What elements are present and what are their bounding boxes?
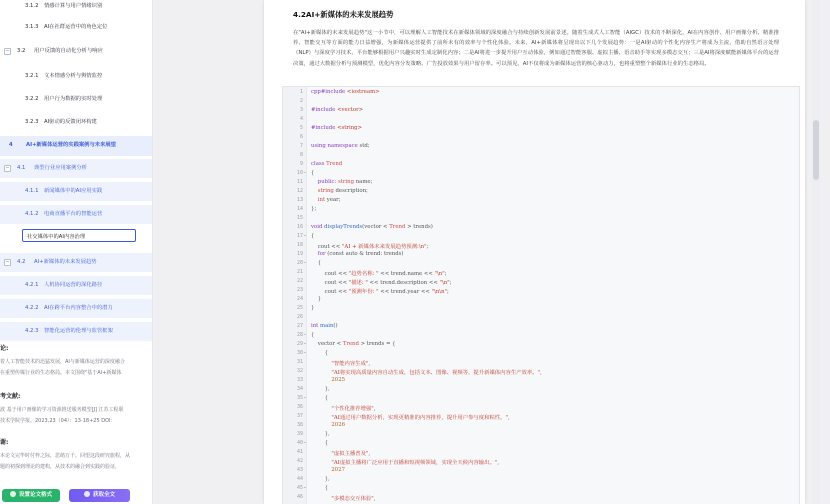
code-line <box>311 494 375 502</box>
line-number: 4 <box>299 116 303 122</box>
code-token <box>311 451 331 457</box>
code-line <box>311 125 362 131</box>
code-line <box>311 305 314 311</box>
line-number: 46 <box>296 494 303 500</box>
outline-edit-input[interactable] <box>22 229 136 242</box>
outline-item-label: AI在跨平台内容整合中的潜力 <box>44 305 113 311</box>
line-number: 26 <box>296 314 303 320</box>
code-token: #include <box>311 107 338 113</box>
code-line <box>311 323 338 329</box>
line-number: 20 <box>296 260 303 266</box>
line-number: 18 <box>296 242 303 248</box>
line-number: 34 <box>296 386 303 392</box>
format-paper-button[interactable] <box>2 489 60 502</box>
code-token: { <box>311 170 315 176</box>
code-token: , <box>540 370 542 376</box>
outline-item-number: 4.1.1 <box>25 188 39 194</box>
line-number: 36 <box>296 404 303 410</box>
line-number: 42 <box>296 458 303 464</box>
code-token: "描述: " <box>348 280 368 286</box>
code-token: << trend.year << <box>378 289 432 295</box>
code-token: , <box>368 451 371 457</box>
code-token: 2025 <box>331 377 345 383</box>
line-number: 3 <box>299 107 303 113</box>
code-token: year; <box>326 197 341 203</box>
code-token: { <box>311 350 328 356</box>
outline-item-4-1[interactable] <box>0 159 153 178</box>
line-number: 33 <box>296 377 303 383</box>
code-token: { <box>311 395 328 401</box>
line-number: 6 <box>299 134 303 140</box>
code-line <box>311 296 321 302</box>
code-token: cout << <box>311 289 349 295</box>
outline-item-number: 4.1.2 <box>25 211 39 217</box>
line-number: 12 <box>296 188 303 194</box>
code-token: std; <box>359 143 370 149</box>
code-token: void <box>311 224 325 230</box>
code-token: { <box>311 440 328 446</box>
code-token: using namespace <box>311 143 360 149</box>
outline-item-4-2-2[interactable] <box>0 299 153 318</box>
code-token: "多模态交互体验" <box>331 496 374 502</box>
code-line <box>311 413 510 421</box>
line-number: 29 <box>296 341 303 347</box>
outline-item-3-2-1[interactable] <box>0 67 153 86</box>
fold-chevron-icon[interactable]: ⌄ <box>303 395 307 400</box>
code-token: "\n" <box>434 271 445 277</box>
outline-item-label: 电商直播平台的智能运营 <box>44 211 103 217</box>
line-number: 5 <box>299 125 303 131</box>
get-fulltext-button[interactable] <box>69 489 130 502</box>
code-token <box>311 496 331 502</box>
line-number: 37 <box>296 413 303 419</box>
outline-item-label: AI+新媒体运营的实践案例与未来展望 <box>26 142 116 148</box>
code-token: ; <box>447 289 449 295</box>
code-token: }; <box>311 206 317 212</box>
outline-item-number: 4.2.3 <box>25 328 39 334</box>
code-line <box>311 404 375 412</box>
outline-item-number: 3.2.2 <box>25 96 39 102</box>
code-line <box>311 386 330 392</box>
code-line <box>311 269 447 277</box>
code-token: }, <box>311 476 330 482</box>
code-token: int <box>317 197 327 203</box>
outline-item-4-1-2[interactable] <box>0 205 153 224</box>
format-paper-label: 设置论文格式 <box>18 492 52 498</box>
code-token: { <box>311 260 322 266</box>
code-token: , <box>373 406 376 412</box>
download-icon <box>84 491 90 497</box>
code-line <box>311 287 449 295</box>
line-number: 2 <box>299 98 303 104</box>
code-token: #include <box>311 125 338 131</box>
code-token: << trend.name << <box>378 271 435 277</box>
fold-chevron-icon[interactable]: ⌄ <box>303 170 307 175</box>
snippet-line: 技术学院学报。2023,23（04）：13-18+25 DOI： <box>0 418 116 424</box>
collapse-toggle-icon[interactable]: − <box>5 165 10 171</box>
code-line <box>311 458 499 466</box>
snippet-heading: 论: <box>0 345 9 352</box>
section-paragraph: 在"AI+新媒体的未来发展趋势"这一小节中，可以理解人工智能技术在新媒体领域的深度融合与持续创新发展前景述。随着生成式人工智能（AIGC）技术的不断深化，AI在内容创作、用户画像分析、精准推荐、智能交互等方面的能力日益增强，为新媒体运营提供了前所未有的效率与个性化体验。未来，AI+新媒体将呈现出以下几个发展趋势：一是AI驱动的个性化内容生产将成为主流，借助自然语言处理（NLP）与深度学习技术，平台能够根据用户兴趣实时生成定制化内容；二是AI将进一步提升用户互动体验，例如通过智能客服、虚拟主播、语音助手等实现多模态交互；三是AI将深度赋能新媒体平台的运营决策，通过大数据分析与预测模型，优化内容分发策略、广告投放效果与用户留存率。可以预见，AI不仅将成为新媒体运营的核心驱动力，也将重塑整个新媒体行业的生态格局。 <box>293 30 779 67</box>
code-line <box>311 251 404 257</box>
snippet-heading: 谢: <box>0 439 9 446</box>
code-line <box>311 431 330 437</box>
code-token: }, <box>311 431 330 437</box>
outline-item-number: 4.1 <box>17 165 26 171</box>
code-token: , <box>507 415 510 421</box>
code-line <box>311 359 370 367</box>
code-token: (vector < <box>362 224 390 230</box>
code-token: class <box>311 161 327 167</box>
code-token: } <box>311 305 315 311</box>
outline-item-3-2[interactable] <box>0 42 153 61</box>
code-token <box>311 377 331 383</box>
line-number: 1 <box>299 89 303 95</box>
code-token <box>311 188 318 194</box>
code-line <box>311 242 428 250</box>
line-number: 19 <box>296 251 303 257</box>
line-number: 30 <box>296 350 303 356</box>
code-token: "趋势名称: " <box>348 271 379 277</box>
code-token <box>311 251 318 257</box>
snippet-line: 波 基于用户画像的学习资源推送服务模型[J] 江苏工程职 <box>0 407 124 413</box>
outline-item-number: 4 <box>9 142 13 148</box>
code-token: "\n\n" <box>431 289 448 295</box>
code-token <box>311 370 331 376</box>
code-token: () <box>333 323 338 329</box>
code-token: cout << <box>311 271 349 277</box>
line-number: 7 <box>299 143 303 149</box>
code-line <box>311 422 345 428</box>
outline-item-4-2[interactable] <box>0 253 153 272</box>
code-token: > trends) <box>405 224 433 230</box>
code-token: ; <box>449 280 452 286</box>
outline-item-label: 情感计算与用户情绪识别 <box>44 3 103 9</box>
line-number: 11 <box>296 179 303 185</box>
code-token: vector < <box>311 341 343 347</box>
code-token: <iostream> <box>346 89 380 95</box>
line-number: 25 <box>296 305 303 311</box>
code-line <box>311 170 314 176</box>
line-number: 28 <box>296 332 303 338</box>
code-token <box>311 460 331 466</box>
snippet-line: 在重塑传媒行业的生态格局。本文围绕"基于AI+新媒体 <box>0 370 122 376</box>
code-line <box>311 278 452 286</box>
fold-chevron-icon[interactable]: ⌄ <box>303 485 307 490</box>
fold-chevron-icon[interactable]: ⌄ <box>303 260 307 265</box>
code-token: , <box>373 496 376 502</box>
code-line <box>311 449 370 457</box>
code-token: name; <box>355 179 373 185</box>
code-token: description; <box>335 188 368 194</box>
code-token: public: <box>317 179 338 185</box>
line-number: 35 <box>296 395 303 401</box>
outline-item-number: 4.2.1 <box>25 282 39 288</box>
code-token: ; <box>426 244 429 250</box>
line-number: 10 <box>296 170 303 176</box>
code-line <box>311 224 433 230</box>
page-scrollbar-thumb[interactable] <box>813 120 819 180</box>
code-token <box>311 197 318 203</box>
line-number: 21 <box>296 269 303 275</box>
outline-sidebar <box>0 0 153 504</box>
code-token: cout << <box>311 244 342 250</box>
line-number: 32 <box>296 368 303 374</box>
outline-item-3-1-2[interactable] <box>0 0 153 16</box>
code-token: "AI将实现高质量内容自动生成，包括文本、图像、视频等，提升新媒体内容生产效率。" <box>331 370 540 376</box>
code-token <box>311 361 331 367</box>
fold-chevron-icon[interactable]: ⌄ <box>303 233 307 238</box>
get-fulltext-label: 获取全文 <box>92 492 115 498</box>
code-token: }, <box>311 386 330 392</box>
section-title: 4.2AI+新媒体的未来发展趋势 <box>293 10 394 19</box>
line-number: 39 <box>296 431 303 437</box>
code-line <box>311 89 380 95</box>
code-token: "\n" <box>439 280 450 286</box>
outline-item-label: 新闻媒体中的AI应用实践 <box>44 188 103 194</box>
settings-icon <box>10 491 16 497</box>
code-line <box>311 395 328 401</box>
code-token: <string> <box>337 125 363 131</box>
code-token: cpp#include <box>311 89 347 95</box>
code-token: "预测年份: " <box>348 289 379 295</box>
code-token: string <box>338 179 356 185</box>
line-number: 16 <box>296 224 303 230</box>
outline-item-4-2-3[interactable] <box>0 322 153 341</box>
code-token <box>311 415 331 421</box>
code-line <box>311 341 396 347</box>
collapse-toggle-icon[interactable]: − <box>5 48 10 54</box>
code-token: "AI通过用户数据分析，实现更精准的内容推荐，提升用户参与度和粘性。" <box>331 415 508 421</box>
code-token: > trends = { <box>358 341 396 347</box>
outline-item-3-2-2[interactable] <box>0 90 153 109</box>
fold-chevron-icon[interactable]: ⌄ <box>303 350 307 355</box>
code-token: <vector> <box>337 107 364 113</box>
code-token: ; <box>444 271 447 277</box>
code-token: "智能内容生成" <box>331 361 369 367</box>
fold-chevron-icon[interactable]: ⌄ <box>303 440 307 445</box>
outline-item-4-2-1[interactable] <box>0 276 153 295</box>
outline-item-4[interactable] <box>0 136 153 156</box>
outline-item-label: 用户反馈的自动化分析与响应 <box>34 48 103 54</box>
code-line <box>311 233 314 239</box>
code-token: cout << <box>311 280 349 286</box>
code-block <box>282 86 800 504</box>
line-number: 8 <box>299 152 303 158</box>
code-line <box>311 107 363 113</box>
line-number: 45 <box>296 485 303 491</box>
code-line <box>311 332 314 338</box>
code-token: { <box>311 485 328 491</box>
line-number: 17 <box>296 233 303 239</box>
code-token: , <box>368 361 371 367</box>
line-number: 9 <box>299 161 303 167</box>
line-number: 41 <box>296 449 303 455</box>
code-line <box>311 377 345 383</box>
code-line <box>311 197 341 203</box>
code-token: string <box>317 188 336 194</box>
code-token: { <box>311 332 315 338</box>
line-number: 14 <box>296 206 303 212</box>
code-token: for <box>317 251 328 257</box>
outline-item-label: AI驱动的反馈闭环构建 <box>44 119 97 125</box>
line-number: 38 <box>296 422 303 428</box>
line-number: 44 <box>296 476 303 482</box>
snippet-line: 题的初探到理论的建构，从技术的融合到实践的验证， <box>0 464 121 470</box>
line-number: 22 <box>296 278 303 284</box>
line-number: 15 <box>296 215 303 221</box>
code-line <box>311 368 542 376</box>
outline-item-label: 文本情感分析与舆情监控 <box>44 73 103 79</box>
code-token: { <box>311 233 315 239</box>
fold-chevron-icon[interactable]: ⌄ <box>303 332 307 337</box>
snippet-heading: 考文献: <box>0 393 21 400</box>
snippet-line: 着人工智能技术的迅猛发展，AI与新媒体运营的深度融合 <box>0 359 125 365</box>
outline-item-label: 智能化运营的伦理与监管框架 <box>44 328 113 334</box>
code-token <box>311 422 331 428</box>
line-number: 24 <box>296 296 303 302</box>
snippet-line: 本论文完毕时付梓之际，思绪万千。回望这段研究旅程，从 <box>0 453 131 459</box>
code-token <box>311 467 331 473</box>
outline-item-number: 3.2.3 <box>25 119 39 125</box>
code-token: , <box>497 460 499 466</box>
code-token: int <box>311 323 320 329</box>
code-line <box>311 260 321 266</box>
outline-item-number: 4.2.2 <box>25 305 39 311</box>
code-token: "AI + 新媒体未来发展趋势预测:\n" <box>341 244 427 250</box>
page-scrollbar[interactable] <box>812 0 820 504</box>
line-number: 40 <box>296 440 303 446</box>
code-line <box>311 161 342 167</box>
line-number: 43 <box>296 467 303 473</box>
outline-item-label: 人机协同运营的深化路径 <box>44 282 103 288</box>
code-token: Trend <box>342 341 359 347</box>
code-token: (const auto & trend: trends) <box>327 251 404 257</box>
line-number: 13 <box>296 197 303 203</box>
code-line <box>311 440 328 446</box>
code-token: Trend <box>326 161 343 167</box>
outline-item-label: AI+新媒体的未来发展趋势 <box>34 259 97 265</box>
code-line <box>311 179 372 185</box>
code-token: main <box>320 323 334 329</box>
outline-item-label: 用户行为数据的实时处理 <box>44 96 103 102</box>
code-token: "AI虚拟主播将广泛应用于直播和短视频领域，实现全天候内容输出。" <box>331 460 498 466</box>
code-line <box>311 467 345 473</box>
outline-item-number: 3.2 <box>17 48 26 54</box>
code-token <box>311 406 331 412</box>
code-line <box>311 188 368 194</box>
code-line <box>311 350 328 356</box>
line-number: 27 <box>296 323 303 329</box>
line-number: 31 <box>296 359 303 365</box>
code-token: } <box>311 296 322 302</box>
code-line <box>311 143 370 149</box>
code-token <box>311 179 318 185</box>
collapse-toggle-icon[interactable]: − <box>5 259 10 265</box>
outline-item-label: 典型行业应用案例分析 <box>34 165 87 171</box>
outline-item-4-1-1[interactable] <box>0 182 153 201</box>
line-number: 23 <box>296 287 303 293</box>
fold-chevron-icon[interactable]: ⌄ <box>303 341 307 346</box>
code-token: displayTrends <box>324 224 363 230</box>
code-token: 2026 <box>331 422 345 428</box>
code-token: "虚拟主播普及" <box>331 451 369 457</box>
code-token: "个性化推荐增强" <box>331 406 374 412</box>
outline-item-number: 3.1.3 <box>25 24 39 30</box>
outline-item-number: 4.2 <box>17 259 26 265</box>
outline-item-number: 3.2.1 <box>25 73 39 79</box>
code-token: 2027 <box>331 467 345 473</box>
code-line <box>311 206 316 212</box>
code-token: << trend.description << <box>367 280 440 286</box>
code-line <box>311 485 328 491</box>
code-line <box>311 476 330 482</box>
outline-item-number: 3.1.2 <box>25 3 39 9</box>
code-token: Trend <box>389 224 406 230</box>
outline-item-3-2-3[interactable] <box>0 113 153 132</box>
outline-item-label: AI在社群运营中的角色定位 <box>44 24 108 30</box>
outline-item-3-1-3[interactable] <box>0 18 153 37</box>
